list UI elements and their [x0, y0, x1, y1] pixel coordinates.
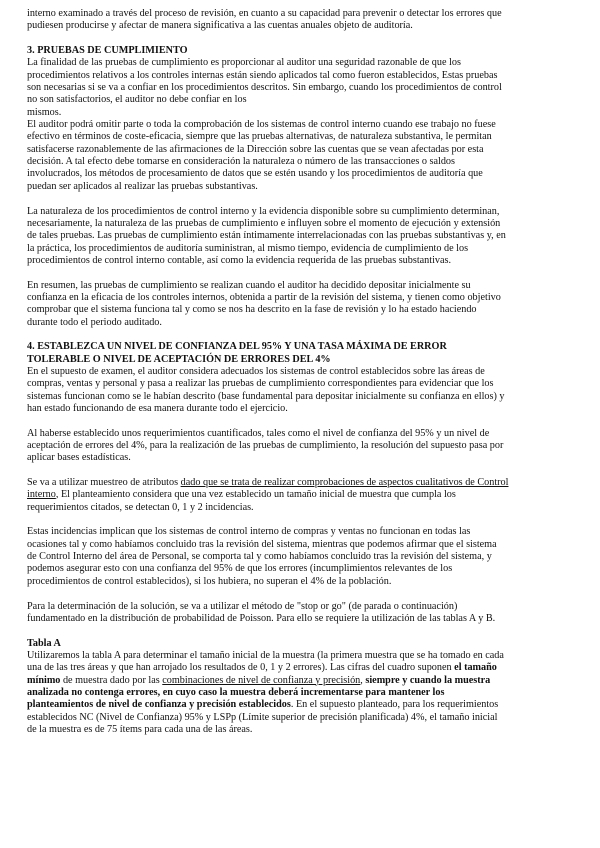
text-line: procedimientos de control interno contable, así como la evidencia requerida de las pruebas substantivas.	[27, 254, 452, 266]
text-line: aplicar bases estadísticas.	[27, 452, 131, 464]
section-3-paragraph-1	[27, 57, 582, 119]
text-line	[27, 699, 582, 711]
text-line: mismos.	[27, 106, 62, 118]
intro-paragraph	[27, 8, 582, 33]
bold-text: el tamaño	[454, 662, 497, 674]
section-3-paragraph-2	[27, 119, 582, 193]
section-3-paragraph-4	[27, 280, 582, 329]
text-span: . En el supuesto planteado, para los requerimientos	[290, 699, 499, 711]
text-line: sistemas funcionan como se le habían descrito (base fundamental para depositar inicialmente su confianza en ellos) y	[27, 390, 505, 402]
text-line: decisión. A tal efecto debe tomarse en consideración la naturaleza o número de las transacciones o saldos	[27, 156, 455, 168]
section-4-paragraph-1	[27, 366, 582, 415]
text-line: podemos asegurar esto con una confianza del 95% de que los errores (incumplimientos relevantes de los	[27, 563, 453, 575]
text-line: analizada no contenga errores, en cuyo caso la muestra deberá incrementarse para mantener los	[27, 686, 445, 698]
text-line	[27, 477, 582, 489]
text-line: Al haberse establecido unos requerimientos cuantificados, tales como el nivel de confianza del 95% y un nivel de	[27, 427, 490, 439]
text-line: Estas incidencias implican que los sistemas de control interno de compras y ventas no funcionan en todas las	[27, 526, 471, 538]
tabla-a-paragraph	[27, 650, 582, 736]
text-line: de tales pruebas. Las pruebas de cumplimiento están íntimamente interrelacionadas con las pruebas substantivas y, en	[27, 230, 506, 242]
text-line: Para la determinación de la solución, se va a utilizar el método de "stop or go" (de parada o continuación)	[27, 600, 458, 612]
text-line	[27, 489, 582, 501]
text-line: de Control Interno del área de Personal, se comporta tal y como habíamos concluido tras la revisión del sistema, y	[27, 551, 492, 563]
text-line: requerimientos citados, se detectan 0, 1 y 2 incidencias.	[27, 501, 254, 513]
text-line: no son satisfactorios, el auditor no debe confiar en los	[27, 94, 247, 106]
underlined-text: combinaciones de nivel de confianza y precisión	[162, 674, 361, 686]
text-line: El auditor podrá omitir parte o toda la comprobación de los sistemas de control interno cuando ese trabajo no fuese	[27, 119, 496, 131]
text-line: La naturaleza de los procedimientos de control interno y la evidencia disponible sobre su cumplimiento determinan,	[27, 205, 500, 217]
text-line: establecidos NC (Nivel de Confianza) 95% y LSPp (Límite superior de precisión planificada) 4%, el tamaño inicial	[27, 711, 498, 723]
bold-text: siempre y cuando la muestra	[365, 674, 491, 686]
underlined-text: interno	[27, 489, 56, 501]
text-line: puedan ser aplicados al realizar las pruebas substantivas.	[27, 180, 258, 192]
text-line: confianza en la eficacia de los controles internos, obtenida a partir de la revisión del sistema, y tienen como objetivo	[27, 291, 501, 303]
section-3-paragraph-3	[27, 206, 582, 268]
text-line: ocasiones tal y como habíamos concluido tras la revisión del sistema, mientras que podemos afirmar que el sistema	[27, 538, 497, 550]
text-line: procedimientos de control establecidos), si los hubiera, no superan el 4% de la población.	[27, 575, 392, 587]
text-span: ,	[360, 674, 366, 686]
text-span: una de las tres áreas y que han arrojado los resultados de 0, 1 y 2 errores). Las cifras del cuadro suponen	[27, 662, 455, 674]
text-line: compras, ventas y personal y pasa a realizar las pruebas de cumplimiento correspondientes para evidenciar que los	[27, 378, 494, 390]
text-line: involucrados, los métodos de procesamiento de datos que se estén usando y los procedimientos de auditoría que	[27, 168, 483, 180]
text-span: Se va a utilizar muestreo de atributos	[27, 477, 181, 489]
section-4-paragraph-5	[27, 601, 582, 626]
section-3-heading: 3. PRUEBAS DE CUMPLIMIENTO	[27, 45, 188, 57]
text-line	[27, 662, 582, 674]
text-line: comprobar que el sistema funciona tal y como se nos ha descrito en la fase de revisión y lo ha estado haciendo	[27, 304, 477, 316]
text-line: han estado funcionando de esa manera durante todo el ejercicio.	[27, 403, 288, 414]
text-line: satisfacerse razonablemente de las afirmaciones de la Dirección sobre las cuentas que se vean afectadas por esta	[27, 143, 484, 155]
text-line: La finalidad de las pruebas de cumplimiento es proporcionar al auditor una seguridad razonable de que los	[27, 57, 461, 69]
section-4-paragraph-3	[27, 477, 582, 514]
text-line: necesariamente, la naturaleza de las pruebas de cumplimiento e influyen sobre el momento de ejecución y extensión	[27, 217, 501, 229]
text-line: son necesarias si se va a confiar en los procedimientos descritos. Sin embargo, cuando los procedimientos de control	[27, 82, 502, 94]
section-4-heading-line-1: 4. ESTABLEZCA UN NIVEL DE CONFIANZA DEL 95% Y UNA TASA MÁXIMA DE ERROR	[27, 341, 447, 353]
bold-text: mínimo	[27, 674, 61, 686]
text-line: de la muestra es de 75 ítems para cada una de las áreas.	[27, 723, 253, 735]
text-line: En resumen, las pruebas de cumplimiento se realizan cuando el auditor ha decidido depositar inicialmente su	[27, 279, 471, 291]
text-line: fundamentado en la distribución de probabilidad de Poisson. Para ello se requiere la utilización de las tablas A y B.	[27, 612, 496, 624]
bold-text: planteamientos de nivel de confianza y precisión establecidos	[27, 699, 291, 711]
text-line: Utilizaremos la tabla A para determinar el tamaño inicial de la muestra (la primera muestra que se ha tomado en cada	[27, 649, 504, 661]
section-4-heading-line-2: TOLERABLE O NIVEL DE ACEPTACIÓN DE ERRORES DEL 4%	[27, 353, 331, 365]
section-4-paragraph-4	[27, 526, 582, 588]
text-line: procedimientos relativos a los controles internas están siendo aplicados tal como fueron establecidos, Estas pruebas	[27, 69, 498, 81]
text-line: interno examinado a través del proceso de revisión, en cuanto a su capacidad para prevenir o detectar los errores que	[27, 8, 502, 19]
text-line	[27, 675, 582, 687]
section-4-paragraph-2	[27, 428, 582, 465]
tabla-a-heading: Tabla A	[27, 637, 61, 649]
text-line: pudiesen producirse y afectar de manera significativa a las cuentas anuales objeto de auditoría.	[27, 20, 413, 32]
underlined-text: dado que se trata de realizar comprobaciones de aspectos cualitativos de Control	[180, 477, 509, 489]
text-line: la práctica, los procedimientos de auditoría suministran, al mismo tiempo, evidencia de cumplimiento de los	[27, 242, 469, 254]
text-line: efectivo en términos de coste-eficacia, siempre que las pruebas alternativas, de naturaleza substantiva, le permitan	[27, 131, 492, 143]
text-line: durante todo el periodo auditado.	[27, 316, 162, 328]
text-span: de muestra dado por las	[60, 674, 163, 686]
text-line: aceptación de errores del 4%, para la realización de las pruebas de cumplimiento, la resolución del supuesto pasa por	[27, 440, 504, 452]
text-line: En el supuesto de examen, el auditor considera adecuados los sistemas de control establecidos sobre las áreas de	[27, 365, 485, 377]
text-span: , El planteamiento considera que una vez establecido un tamaño inicial de muestra que cumpla los	[55, 489, 456, 501]
